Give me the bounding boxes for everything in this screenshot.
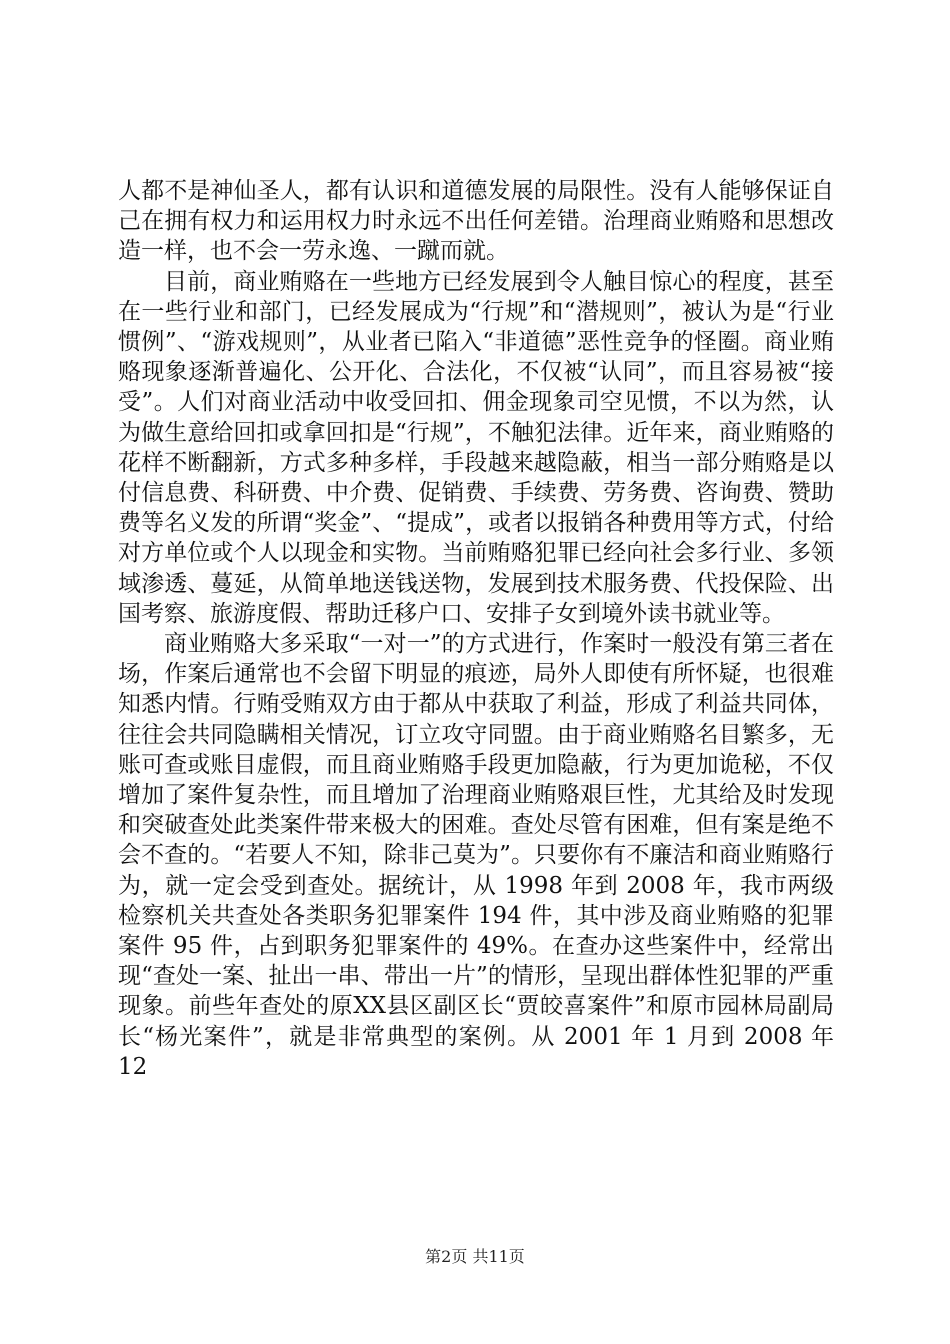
paragraph-1: 人都不是神仙圣人，都有认识和道德发展的局限性。没有人能够保证自己在拥有权力和运用权力时永远不出任何差错。治理商业贿赂和思想改造一样，也不会一劳永逸、一蹴而就。 <box>118 178 834 265</box>
document-body <box>118 176 834 1082</box>
page-footer: 第2页 共11页 <box>425 1247 525 1266</box>
paragraph-3: 商业贿赂大多采取“一对一”的方式进行，作案时一般没有第三者在场，作案后通常也不会留下明显的痕迹，局外人即使有所怀疑，也很难知悉内情。行贿受贿双方由于都从中获取了利益，形成了利益共同体，往往会共同隐瞒相关情况，订立攻守同盟。由于商业贿赂名目繁多，无账可查或账目虚假，而且商业贿赂手段更加隐蔽，行为更加诡秘，不仅增加了案件复杂性，而且增加了治理商业贿赂艰巨性，尤其给及时发现和突破查处此类案件带来极大的困难。查处尽管有困难，但有案是绝不会不查的。“若要人不知，除非己莫为”。只要你有不廉洁和商业贿赂行为，就一定会受到查处。据统计，从 1998 年到 2008 年，我市两级检察机关共查处各类职务犯罪案件 194 件，其中涉及商业贿赂的犯罪案件 95 件，占到职务犯罪案件的 49%。在查办这些案件中，经常出现“查处一案、扯出一串、带出一片”的情形，呈现出群体性犯罪的严重现象。前些年查处的原XX县区副区长“贾皎喜案件”和原市园林局副局长“杨光案件”，就是非常典型的案例。从 2001 年 1 月到 2008 年 12 <box>118 631 834 1080</box>
paragraph-2: 目前，商业贿赂在一些地方已经发展到令人触目惊心的程度，甚至在一些行业和部门，已经发展成为“行规”和“潜规则”，被认为是“行业惯例”、“游戏规则”，从业者已陷入“非道德”恶性竞争的怪圈。商业贿赂现象逐渐普遍化、公开化、合法化，不仅被“认同”，而且容易被“接受”。人们对商业活动中收受回扣、佣金现象司空见惯，不以为然，认为做生意给回扣或拿回扣是“行规”，不触犯法律。近年来，商业贿赂的花样不断翻新，方式多种多样，手段越来越隐蔽，相当一部分贿赂是以付信息费、科研费、中介费、促销费、手续费、劳务费、咨询费、赞助费等名义发的所谓“奖金”、“提成”，或者以报销各种费用等方式，付给对方单位或个人以现金和实物。当前贿赂犯罪已经向社会多行业、多领域渗透、蔓延，从简单地送钱送物，发展到技术服务费、代投保险、出国考察、旅游度假、帮助迁移户口、安排子女到境外读书就业等。 <box>118 268 834 627</box>
